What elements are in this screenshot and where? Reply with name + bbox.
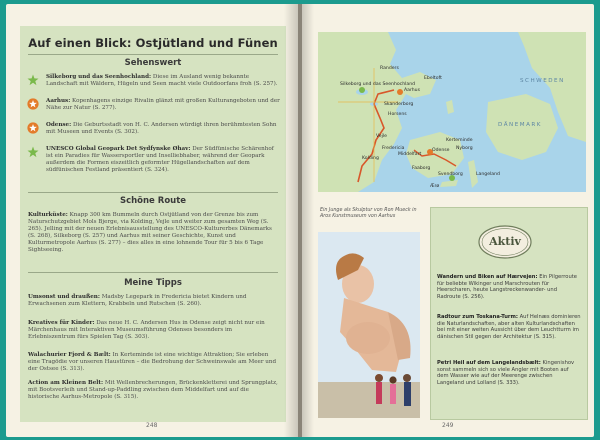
map-label-place: Nyborg bbox=[456, 146, 473, 151]
sehenswert-item: Aarhus: Kopenhagens einzige Rivalin glänzt mit großen Kulturangeboten und der Nähe zur Natur (S. 277). bbox=[46, 98, 280, 111]
map-label-place: Svendborg bbox=[438, 172, 463, 177]
map-label-place: Kerteminde bbox=[446, 138, 473, 143]
left-page bbox=[6, 4, 298, 437]
aktiv-item: Petri Heil auf dem Langelandsbælt: Kingenishov sonst sammeln sich so viele Angler mit Booten auf dem Wasser wie auf der Meerenge zwischen Langeland und Lolland (S. 333). bbox=[437, 360, 575, 386]
divider bbox=[28, 54, 278, 55]
map-label-country: DÄNEMARK bbox=[498, 122, 542, 128]
map-label-place: Silkeborg und das Seenhochland bbox=[340, 82, 416, 87]
right-page bbox=[302, 4, 594, 437]
sehenswert-heading: Sehenswert bbox=[124, 58, 182, 68]
tips-heading: Meine Tipps bbox=[124, 278, 182, 288]
map-label-place: Randers bbox=[380, 66, 399, 71]
map-label-sweden: SCHWEDEN bbox=[520, 78, 565, 84]
map-label-place: Aarhus bbox=[404, 88, 420, 93]
overview-box bbox=[20, 26, 286, 422]
route-text: Kulturküste: Knapp 300 km Bummeln durch Ostjütland von der Grenze bis zum Naturschutzgebiet Mols Bjerge, via Kolding, Vejle und weiter zum gesamten Weg (S. 265). Jelling mit der neuen Erlebnisausstellung des UNESCO-Kulturerbes Dänemarks (S. 268), Silkeborg (S. 257) und Aarhus mit seiner Geschichte, Kunst und Kulturmetropole Aarhus (S. 277) – dies alles in eine lohnende Tour für 5 bis 6 Tage Sightseeing. bbox=[28, 212, 272, 253]
map-label-place: Faaborg bbox=[412, 166, 431, 171]
map-label-place: Middelfart bbox=[398, 152, 422, 157]
page-number: 248 bbox=[146, 422, 158, 429]
photo-caption: Ein Junge als Skulptur von Ron Mueck in Aros Kunstmuseum von Aarhus bbox=[320, 208, 417, 219]
divider bbox=[28, 272, 278, 273]
orange-star-icon bbox=[27, 98, 39, 110]
region-map bbox=[318, 32, 586, 192]
aktiv-label: Aktiv bbox=[489, 235, 521, 248]
green-star-icon bbox=[27, 146, 39, 158]
divider bbox=[28, 192, 278, 193]
book-spread bbox=[6, 4, 594, 437]
tip-item: Walachurier Fjord & Bælt: In Kerteminde ist eine wichtige Attraktion; Sie erleben eine Tragödie vor unseren Haustüren – die Bedrohung der Schweinswale am Meer und der Ostsee (S. 313). bbox=[28, 352, 277, 372]
map-label-place: Odense bbox=[432, 148, 450, 153]
sehenswert-item: Odense: Die Geburtsstadt von H. C. Andersen würdigt ihren berühmtesten Sohn mit Museen und Events (S. 302). bbox=[46, 122, 277, 135]
page-number: 249 bbox=[442, 422, 454, 429]
sehenswert-item: UNESCO Global Geopark Det Sydfynske Øhav: Der Südfünische Schärenhof ist ein Paradies für Wassersportler und Inselliebhaber, während der Geopark außerdem die Formen eiszeitlich geformter Hügellandschaften auf dem südfünischen Festland präsentiert (S. 324). bbox=[46, 146, 274, 173]
route-heading: Schöne Route bbox=[119, 196, 187, 206]
green-star-icon bbox=[27, 74, 39, 86]
aktiv-item: Radtour zum Toskana-Turm: Auf Helnæs dominieren die Naturlandschaften, aber alten Kulturlandschaften bei mit einer weiten Aussicht über dem Leuchtturm im dänischen Stil gegen der Architektur (S. 315). bbox=[437, 314, 581, 340]
tip-item: Action am Kleinen Belt: Mit Wellenbrecherungen, Brückenkletterei und Sprungplatz, mit Bootsverleih und Stand-up-Paddling zwischen dem Middelfart und auf die historische Aarhus-Metropole (S. 315). bbox=[28, 380, 278, 400]
map-label-place: Ærø bbox=[430, 184, 440, 189]
map-label-place: Skanderborg bbox=[384, 102, 414, 107]
tip-item: Umsonst und draußen: Madsby Legepark in Fredericia bietet Kindern und Erwachsenen zum Klettern, Krabbeln und Rutschen (S. 260). bbox=[28, 294, 247, 307]
gutter-shadow bbox=[284, 4, 298, 437]
map-label-place: Vejle bbox=[376, 134, 387, 139]
photo-image bbox=[318, 232, 420, 418]
map-label-place: Horsens bbox=[388, 112, 407, 117]
sehenswert-item: Silkeborg und das Seenhochland: Diese im Ausland wenig bekannte Landschaft mit Wäldern, Hügeln und Seen macht viele Outdoorfans froh (S. 257). bbox=[46, 74, 278, 87]
map-label-place: Langeland bbox=[476, 172, 500, 177]
sculpture-photo bbox=[318, 232, 420, 418]
orange-star-icon bbox=[27, 122, 39, 134]
map-label-place: Ebeltoft bbox=[424, 76, 442, 81]
aktiv-item: Wandern und Biken auf Hærvejen: Ein Pilgerroute für beliebte Wikinger und Marschrouten für Heerscharen, heute Langstreckenwander- und Radroute (S. 256). bbox=[437, 274, 577, 300]
map-label-place: Fredericia bbox=[382, 146, 405, 151]
page-title: Auf einen Blick: Ostjütland und Fünen bbox=[28, 36, 278, 50]
tip-item: Kreatives für Kinder: Das neue H. C. Andersen Hus in Odense zeigt nicht nur ein Märchenhaus mit Interaktiven Museumsführung Odenses besonders im Erlebniszentrum fürs Spielen Tag (S. 303). bbox=[28, 320, 265, 340]
map-label-place: Kolding bbox=[362, 156, 379, 161]
map-graphic bbox=[318, 32, 586, 192]
gutter-shadow bbox=[302, 4, 314, 437]
aktiv-box bbox=[430, 207, 588, 420]
